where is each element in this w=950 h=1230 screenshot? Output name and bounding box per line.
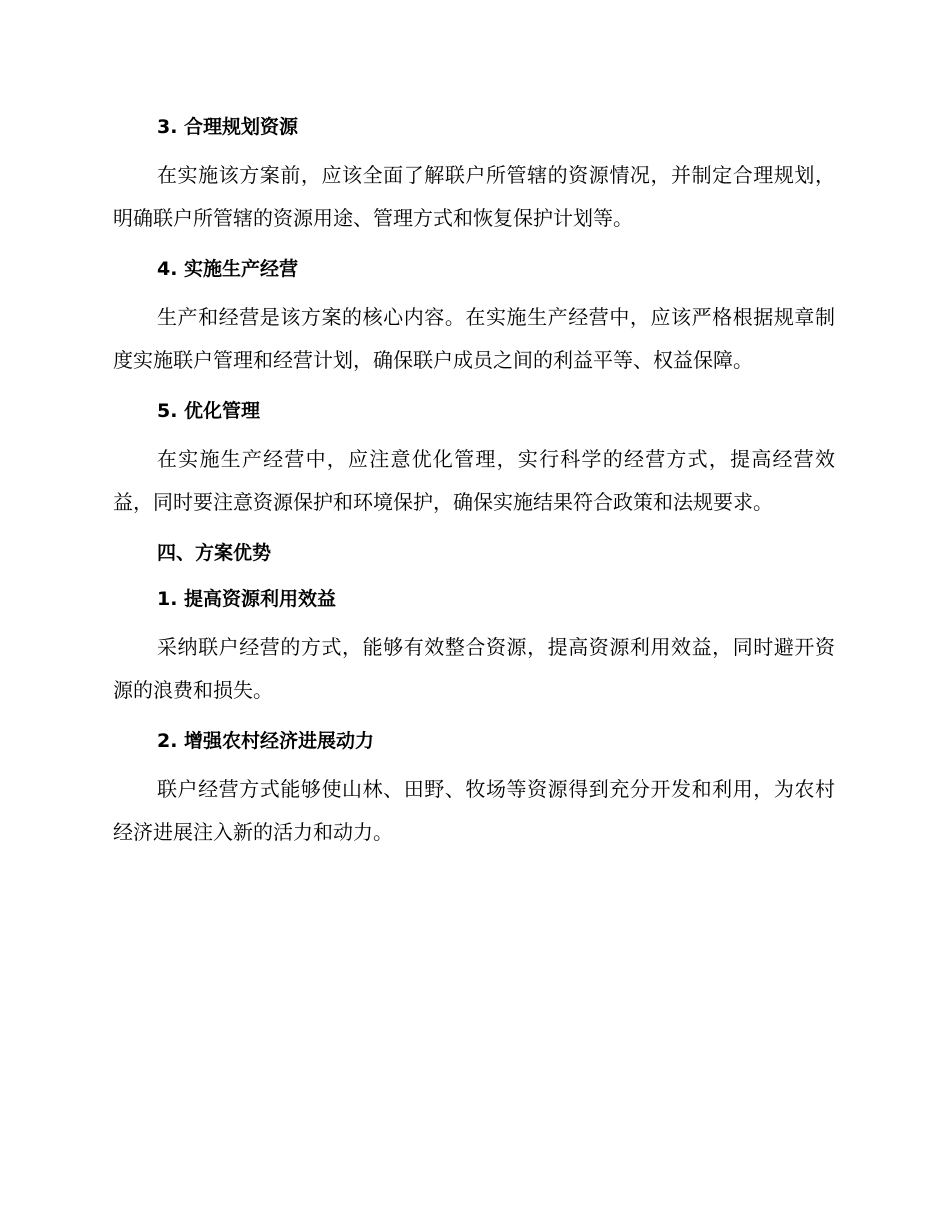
section-heading-resource-efficiency: 1. 提高资源利用效益: [157, 588, 337, 610]
section-paragraph-production: 生产和经营是该方案的核心内容。在实施生产经营中，应该严格根据规章制度实施联户管理和经营计划，确保联户成员之间的利益平等、权益保障。: [113, 305, 835, 372]
section-heading-plan-resources: 3. 合理规划资源: [157, 116, 299, 138]
section-heading-optimize: 5. 优化管理: [157, 400, 261, 422]
section-heading-rural-economy: 2. 增强农村经济进展动力: [157, 730, 375, 752]
section-paragraph-rural-economy: 联户经营方式能够使山林、田野、牧场等资源得到充分开发和利用，为农村经济进展注入新的活力和动力。: [113, 777, 835, 844]
section-paragraph-optimize: 在实施生产经营中，应注意优化管理，实行科学的经营方式，提高经营效益，同时要注意资源保护和环境保护，确保实施结果符合政策和法规要求。: [113, 447, 835, 514]
section-paragraph-resource-efficiency: 采纳联户经营的方式，能够有效整合资源，提高资源利用效益，同时避开资源的浪费和损失。: [113, 635, 835, 702]
document-content: [113, 108, 835, 854]
section-heading-production: 4. 实施生产经营: [157, 258, 299, 280]
section-heading-advantages: 四、方案优势: [157, 542, 272, 564]
section-paragraph-plan-resources: 在实施该方案前，应该全面了解联户所管辖的资源情况，并制定合理规划，明确联户所管辖的资源用途、管理方式和恢复保护计划等。: [113, 163, 835, 230]
